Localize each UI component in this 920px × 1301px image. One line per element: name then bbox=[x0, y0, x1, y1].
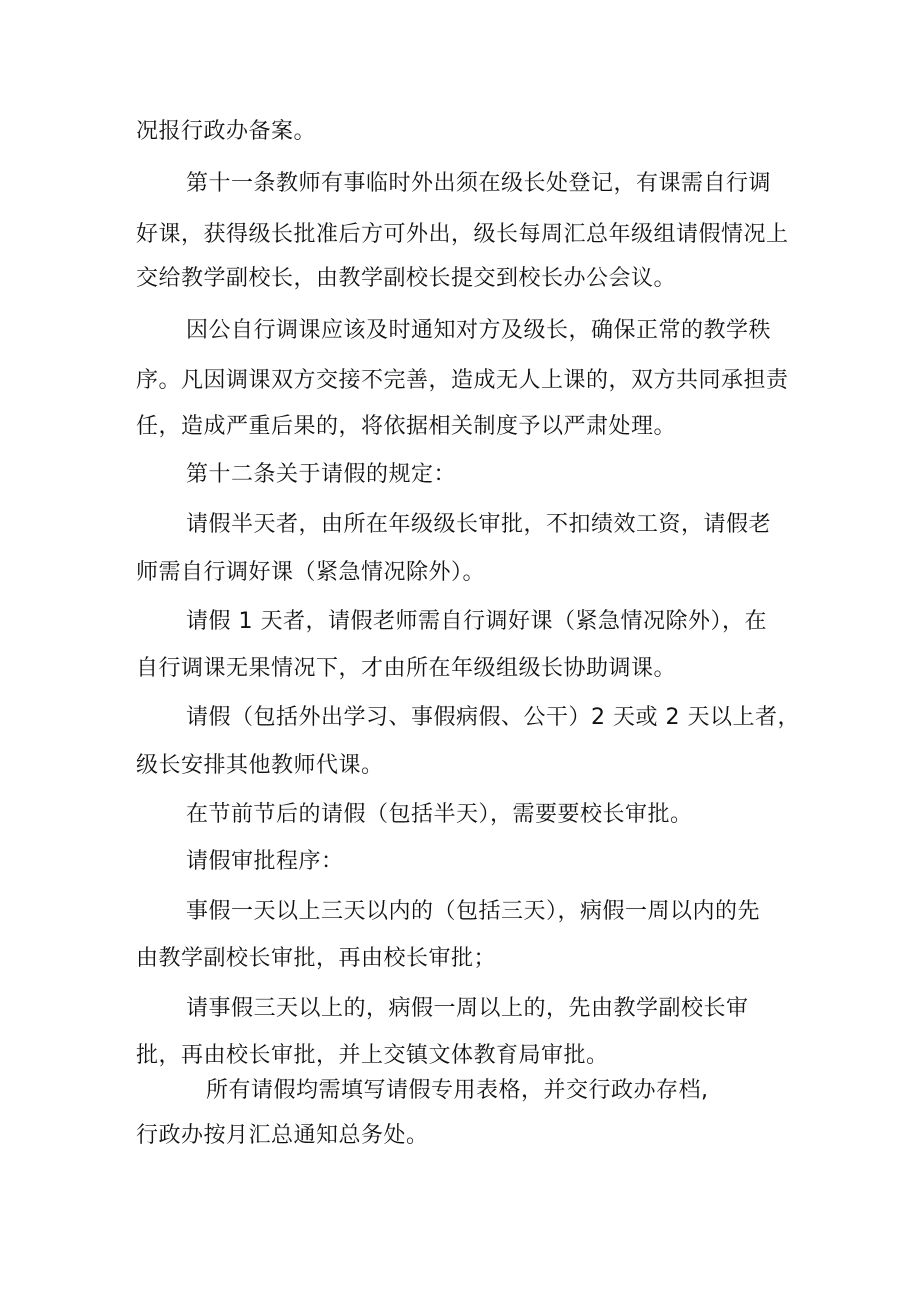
text-line: 序。凡因调课双方交接不完善，造成无人上课的，双方共同承担责 bbox=[136, 368, 789, 393]
text-line: 交给教学副校长，由教学副校长提交到校长办公会议。 bbox=[136, 266, 677, 291]
text-line: 由教学副校长审批，再由校长审批； bbox=[136, 946, 497, 971]
text-line: 所有请假均需填写请假专用表格，并交行政办存档, bbox=[206, 1078, 709, 1103]
text-line: 好课，获得级长批准后方可外出，级长每周汇总年级组请假情况上 bbox=[136, 222, 789, 247]
text-line: 因公自行调课应该及时通知对方及级长，确保正常的教学秩 bbox=[186, 318, 772, 343]
text-line: 批，再由校长审批，并上交镇文体教育局审批。 bbox=[136, 1043, 609, 1068]
text-line: 况报行政办备案。 bbox=[136, 119, 317, 144]
text-line: 自行调课无果情况下，才由所在年级组级长协助调课。 bbox=[136, 656, 677, 681]
text-line: 请假（包括外出学习、事假病假、公干）2 天或 2 天以上者， bbox=[186, 705, 800, 730]
text-line: 请假 1 天者，请假老师需自行调好课（紧急情况除外），在 bbox=[186, 609, 767, 634]
text-line: 在节前节后的请假（包括半天），需要要校长审批。 bbox=[186, 802, 693, 827]
text-line: 第十一条教师有事临时外出须在级长处登记，有课需自行调 bbox=[186, 171, 772, 196]
text-line: 第十二条关于请假的规定： bbox=[186, 462, 457, 487]
text-line: 请假审批程序： bbox=[186, 849, 344, 874]
text-line: 事假一天以上三天以内的（包括三天），病假一周以内的先 bbox=[186, 899, 761, 924]
text-line: 任，造成严重后果的，将依据相关制度予以严肃处理。 bbox=[136, 414, 677, 439]
text-line: 行政办按月汇总通知总务处。 bbox=[136, 1123, 429, 1148]
text-line: 师需自行调好课（紧急情况除外）。 bbox=[136, 560, 486, 585]
text-line: 请事假三天以上的，病假一周以上的，先由教学副校长审 bbox=[186, 996, 749, 1021]
text-line: 级长安排其他教师代课。 bbox=[136, 753, 384, 778]
text-line: 请假半天者，由所在年级级长审批，不扣绩效工资，请假老 bbox=[186, 512, 772, 537]
